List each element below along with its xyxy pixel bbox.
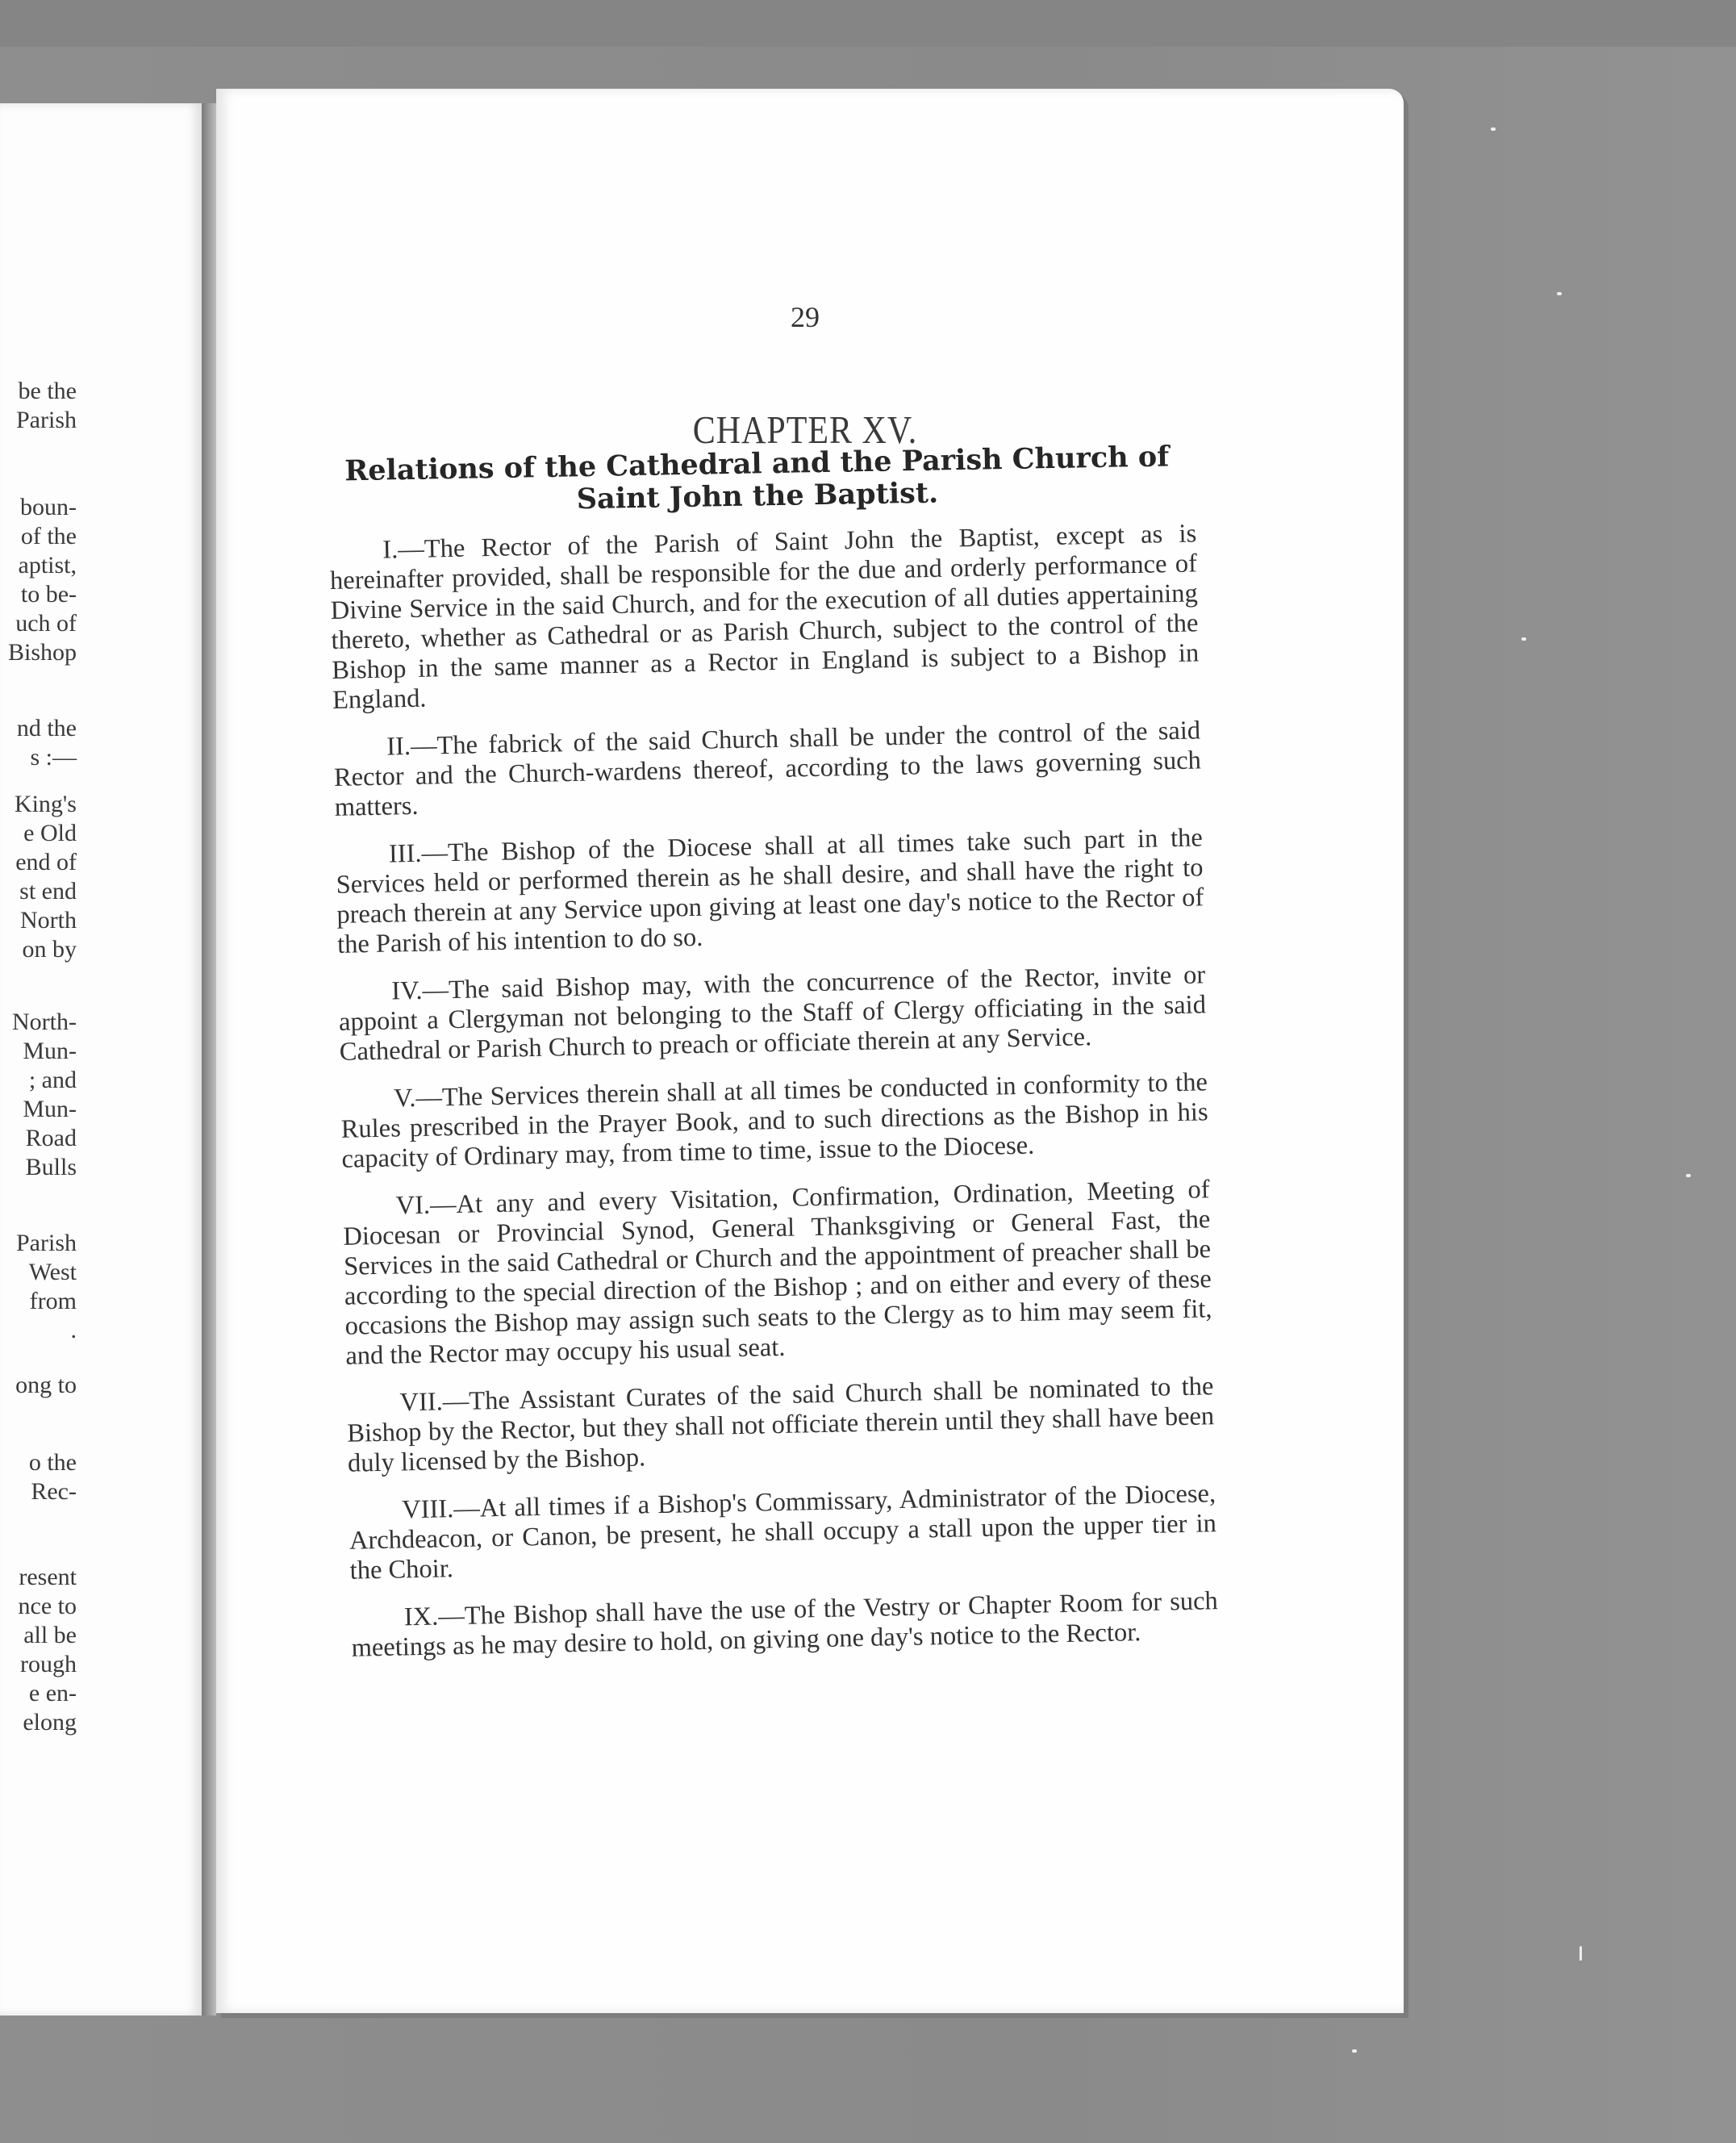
left-page-line: on by xyxy=(22,936,77,963)
dust-speck xyxy=(1352,2049,1357,2053)
left-page-line: elong xyxy=(23,1709,77,1736)
left-page-line: Bulls xyxy=(25,1154,77,1180)
article-2: II.—The fabrick of the said Church shall be under the control of the said Rector and the Church-wardens thereof, according to the laws governing such matters. xyxy=(333,716,1202,822)
page-number: 29 xyxy=(791,301,820,333)
page-29 xyxy=(216,89,1404,2013)
left-page-line: Mun- xyxy=(23,1096,77,1122)
dust-speck xyxy=(1686,1174,1691,1177)
left-page-line: Road xyxy=(25,1125,77,1151)
left-page-line: from xyxy=(29,1288,77,1314)
article-7: VII.—The Assistant Curates of the said Church shall be nominated to the Bishop by the Rector, but they shall not officiate therein until they shall have been duly licensed by the Bishop. xyxy=(346,1372,1215,1478)
book-gutter xyxy=(202,103,216,2016)
left-page-line: Bishop xyxy=(7,639,77,666)
left-page-line: nd the xyxy=(16,715,77,741)
left-page-line: West xyxy=(28,1259,77,1285)
chapter-heading-line-2: Saint John the Baptist. xyxy=(576,476,939,516)
left-page-line: s :— xyxy=(30,744,77,771)
left-page-line: all be xyxy=(23,1622,77,1648)
scanner-top-band xyxy=(0,0,1736,47)
left-page-line: resent xyxy=(19,1564,77,1590)
article-4: IV.—The said Bishop may, with the concurrence of the Rector, invite or appoint a Clergyman not belonging to the Staff of Clergy officiating in the said Cathedral or Parish Church to preach or officiate therein at any Service. xyxy=(338,960,1207,1067)
left-page-line: nce to xyxy=(18,1593,77,1619)
left-page-line: Parish xyxy=(16,407,77,433)
article-5: V.—The Services therein shall at all times be conducted in conformity to the Rules prescribed in the Prayer Book, and to such directions as the Bishop in his capacity of Ordinary may, from time to time, issue to the Diocese. xyxy=(340,1067,1208,1174)
left-page-line: Rec- xyxy=(31,1478,77,1505)
left-page-line: e en- xyxy=(28,1680,77,1706)
left-page-line: o the xyxy=(28,1449,77,1476)
left-page-line: of the xyxy=(20,523,77,549)
left-page-line: ; and xyxy=(28,1067,77,1093)
chapter-title: CHAPTER XV. xyxy=(692,409,918,453)
article-9: IX.—The Bishop shall have the use of the Vestry or Chapter Room for such meetings as he may desire to hold, on giving one day's notice to the Rector. xyxy=(351,1586,1219,1663)
article-8: VIII.—At all times if a Bishop's Commissary, Administrator of the Diocese, Archdeacon, or Canon, be present, he shall occupy a stall upon the upper tier in the Choir. xyxy=(348,1479,1217,1585)
left-page-line: North xyxy=(20,907,77,934)
left-page-line: aptist, xyxy=(18,552,77,579)
left-page-line: King's xyxy=(14,791,77,817)
article-3: III.—The Bishop of the Diocese shall at all times take such part in the Services held or performed therein as he shall desire, and shall have the right to preach therein at any Service upon giving at least one day's notice to the Rector of the Parish of his intention to do so. xyxy=(336,823,1204,959)
chapter-heading xyxy=(313,441,1201,520)
articles-body xyxy=(329,519,1219,1681)
left-page-line: . xyxy=(70,1317,77,1343)
left-page-line: st end xyxy=(19,878,77,904)
left-page-line: be the xyxy=(18,378,77,404)
dust-speck xyxy=(1580,1946,1582,1961)
left-page-line: end of xyxy=(15,849,77,875)
left-page-line: Mun- xyxy=(23,1038,77,1064)
left-page-line: ong to xyxy=(15,1372,77,1398)
left-page-line: Parish xyxy=(16,1230,77,1256)
dust-speck xyxy=(1557,292,1562,295)
dust-speck xyxy=(1491,127,1496,131)
left-page-line: boun- xyxy=(20,494,77,520)
left-page-line: rough xyxy=(20,1651,77,1677)
left-page-line: e Old xyxy=(23,820,77,846)
article-6: VI.—At any and every Visitation, Confirmation, Ordination, Meeting of Diocesan or Provincial Synod, General Thanksgiving or General Fast, the Services in the said Cathedral or Church and the appointment of preacher shall be according to the special direction of the Bishop ; and on either and every of these occasions the Bishop may assign such seats to the Clergy as to him may seem fit, and the Rector may occupy his usual seat. xyxy=(343,1175,1212,1371)
left-page-line: to be- xyxy=(20,581,77,608)
left-page-line: North- xyxy=(12,1009,77,1035)
article-1: I.—The Rector of the Parish of Saint John the Baptist, except as is hereinafter provided, shall be responsible for the due and orderly performance of Divine Service in the said Church, and for the execution of all duties appertaining thereto, whether as Cathedral or as Parish Church, subject to the control of the Bishop in the same manner as a Rector in England is subject to a Bishop in England. xyxy=(329,519,1200,715)
facing-page-left xyxy=(0,103,204,2016)
chapter-heading-line-1: Relations of the Cathedral and the Parish Church of xyxy=(344,440,1170,488)
left-page-line: uch of xyxy=(15,610,77,637)
dust-speck xyxy=(1521,637,1526,641)
